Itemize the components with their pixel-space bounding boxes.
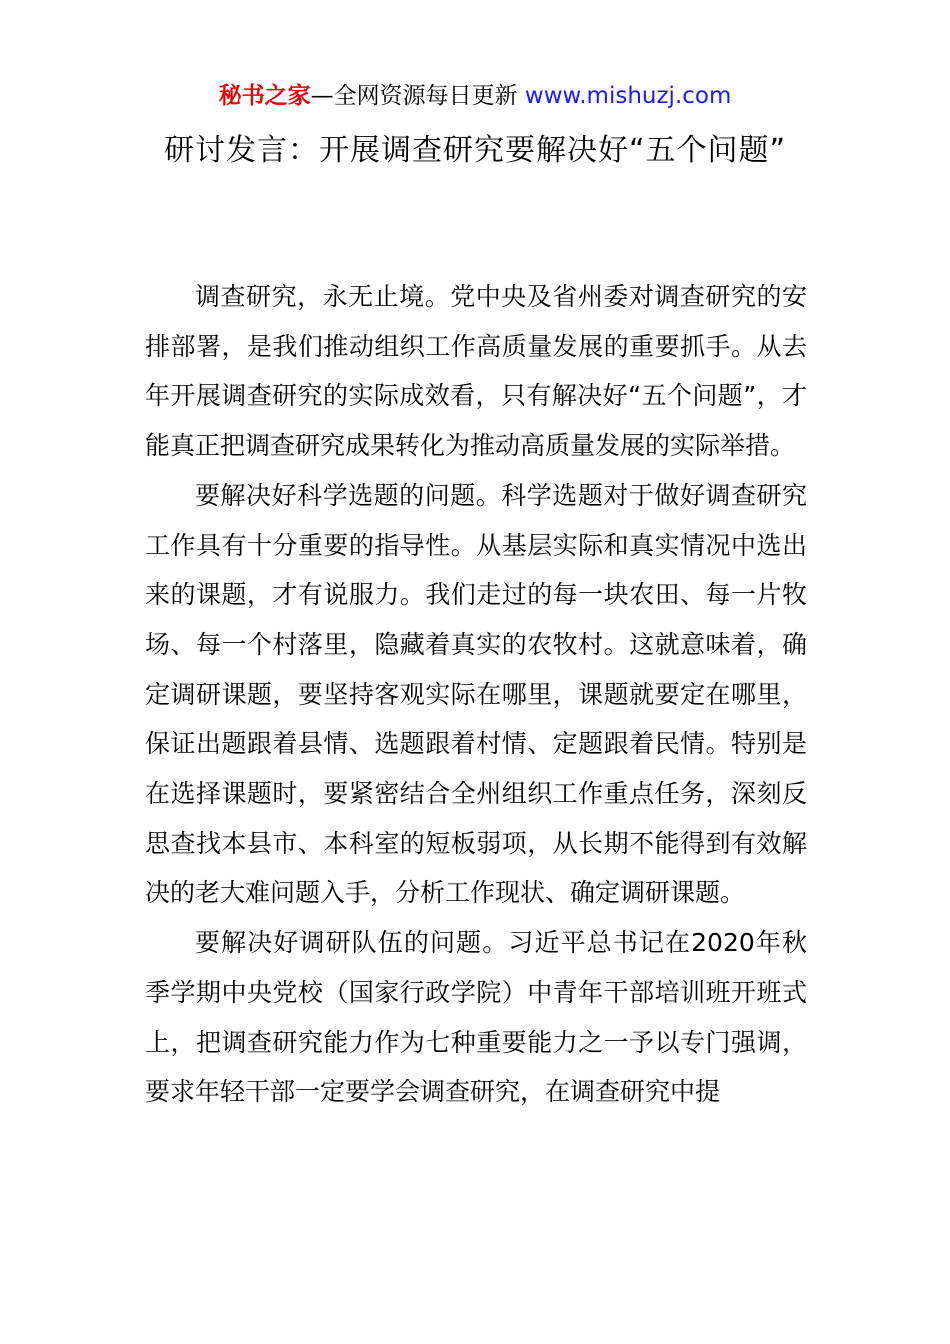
paragraph-1: 调查研究，永无止境。党中央及省州委对调查研究的安排部署，是我们推动组织工作高质量发展的重要抓手。从去年开展调查研究的实际成效看，只有解决好“五个问题”，才能真正把调查研究成果转化为推动高质量发展的实际举措。 bbox=[145, 282, 807, 461]
document-body bbox=[145, 272, 807, 1117]
document-title: 研讨发言：开展调查研究要解决好“五个问题” bbox=[163, 133, 787, 168]
paragraph-2: 要解决好科学选题的问题。科学选题对于做好调查研究工作具有十分重要的指导性。从基层实际和真实情况中选出来的课题，才有说服力。我们走过的每一块农田、每一片牧场、每一个村落里，隐藏着真实的农牧村。这就意味着，确定调研课题，要坚持客观实际在哪里，课题就要定在哪里，保证出题跟着县情、选题跟着村情、定题跟着民情。特别是在选择课题时，要紧密结合全州组织工作重点任务，深刻反思查找本县市、本科室的短板弱项，从长期不能得到有效解决的老大难问题入手，分析工作现状、确定调研课题。 bbox=[145, 480, 807, 908]
site-header bbox=[0, 80, 950, 112]
site-tagline: —全网资源每日更新 bbox=[310, 83, 525, 109]
site-url-link[interactable]: www.mishuzj.com bbox=[524, 83, 732, 109]
paragraph-3: 要解决好调研队伍的问题。习近平总书记在2020年秋季学期中央党校（国家行政学院）中青年干部培训班开班式上，把调查研究能力作为七种重要能力之一予以专门强调，要求年轻干部一定要学会调查研究，在调查研究中提 bbox=[145, 928, 807, 1107]
site-brand: 秘书之家 bbox=[218, 83, 311, 109]
